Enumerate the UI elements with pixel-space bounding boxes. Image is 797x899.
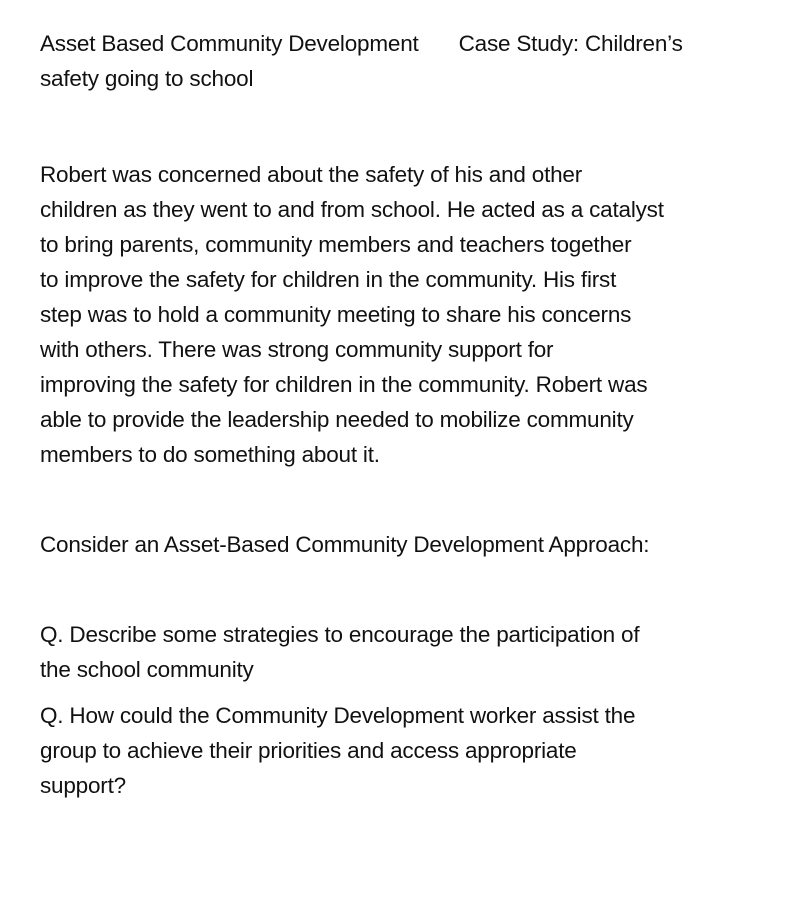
paragraph-line: to improve the safety for children in the community. His first <box>40 267 617 292</box>
paragraph-line: improving the safety for children in the community. Robert was <box>40 372 648 397</box>
question-line: Q. How could the Community Development worker assist the <box>40 703 636 728</box>
paragraph-line: members to do something about it. <box>40 442 380 467</box>
paragraph-line: step was to hold a community meeting to share his concerns <box>40 302 632 327</box>
header-title-continued: safety going to school <box>40 66 254 91</box>
document-header <box>40 26 740 96</box>
header-title-left: Asset Based Community Development <box>40 31 419 56</box>
case-study-paragraph <box>40 157 740 472</box>
question-line: group to achieve their priorities and access appropriate <box>40 738 577 763</box>
question-line: the school community <box>40 657 254 682</box>
paragraph-line: able to provide the leadership needed to mobilize community <box>40 407 634 432</box>
document-page <box>40 26 740 803</box>
question-line: support? <box>40 773 126 798</box>
question-line: Q. Describe some strategies to encourage the participation of <box>40 622 640 647</box>
header-first-line <box>40 26 740 61</box>
paragraph-line: Robert was concerned about the safety of his and other <box>40 162 583 187</box>
approach-prompt: Consider an Asset-Based Community Development Approach: <box>40 532 650 557</box>
question-1 <box>40 617 740 687</box>
header-title-right: Case Study: Children’s <box>458 31 683 56</box>
paragraph-line: children as they went to and from school. He acted as a catalyst <box>40 197 664 222</box>
paragraph-line: to bring parents, community members and teachers together <box>40 232 632 257</box>
header-spacer <box>419 26 459 61</box>
question-2 <box>40 698 740 803</box>
paragraph-line: with others. There was strong community support for <box>40 337 554 362</box>
